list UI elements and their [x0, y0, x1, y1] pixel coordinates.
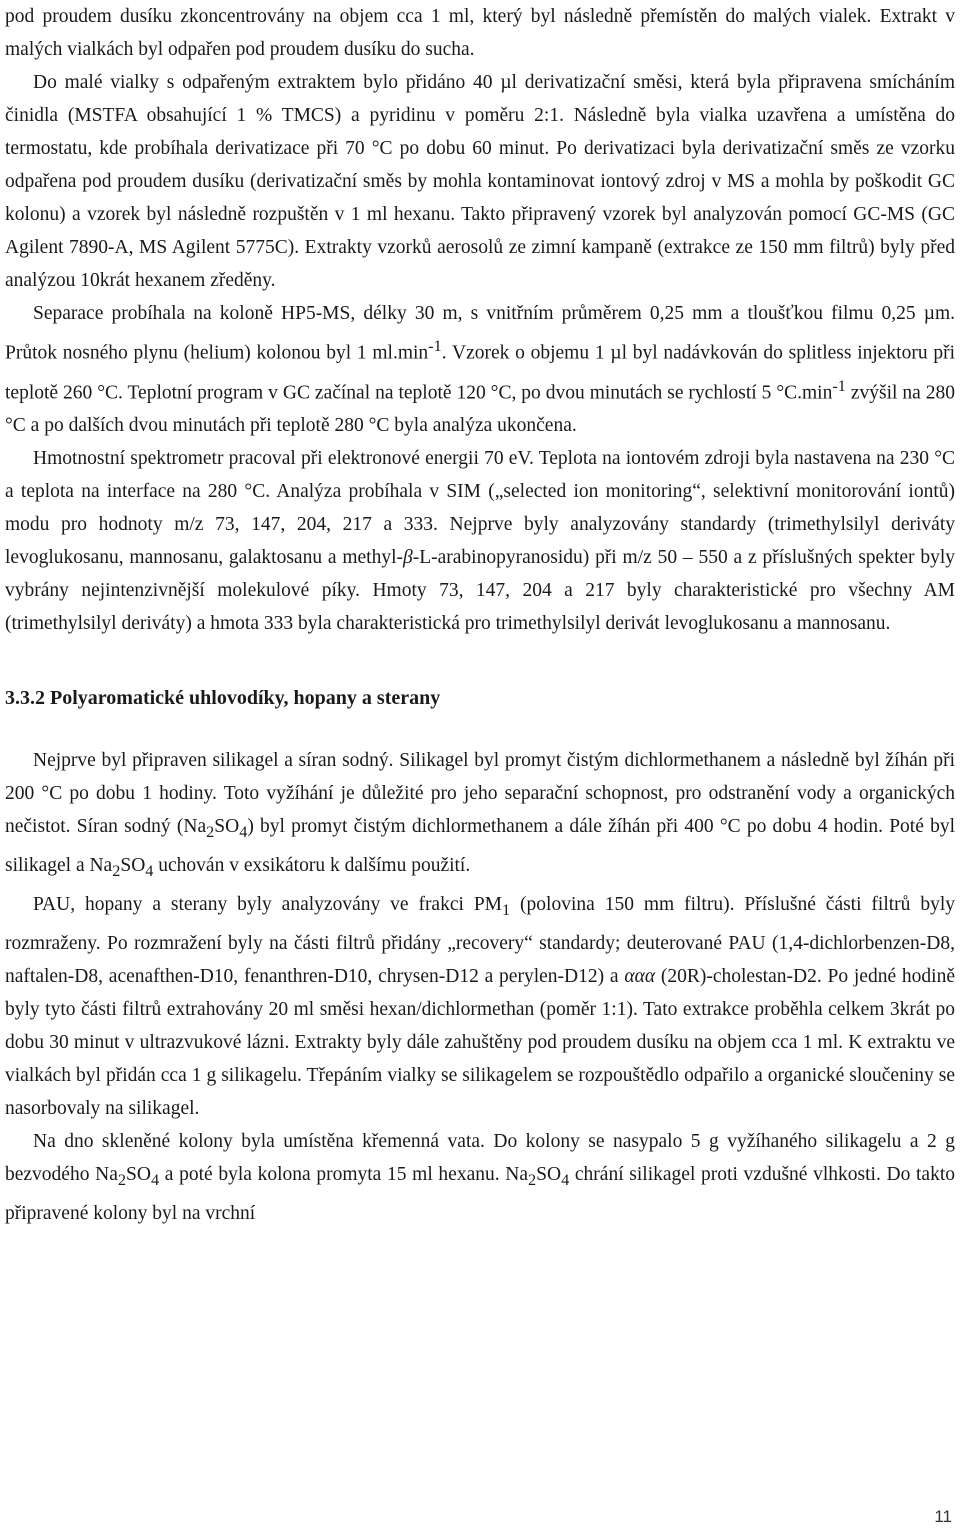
text-run: (20R)-cholestan-D2. Po jedné hodině byly tyto části filtrů extrahovány 20 ml směsi hexan/dichlormethan (poměr 1:1). Tato extrakce proběhla celkem 3krát po dobu 30 minut v ultrazvukové lázni. Extrakty byly dále zahuštěny pod proudem dusíku na objem cca 1 ml. K extraktu ve vialkách byl přidán cca 1 g silikagelu. Třepáním vialky se silikagelem se rozpouštědlo odpařilo a organické sloučeniny se nasorbovaly na silikagel. — [5, 965, 955, 1119]
text-run: (polovina 150 mm filtru). Příslušné části filtrů byly rozmraženy. Po rozmražení byly na části filtrů přidány „recovery“ standardy; deuterované PAU (1,4-dichlorbenzen-D8, naftalen-D8, acenafthen-D10, fenanthren-D10, chrysen-D12 a perylen-D12) a — [5, 893, 955, 987]
text-run: Hmotnostní spektrometr pracoval při elektronové energii 70 eV. Teplota na iontovém zdroji byla nastavena na 230 °C a teplota na interface na 280 °C. Analýza probíhala v SIM („selected ion monitoring“, selektivní monitorování iontů) modu pro hodnoty m/z 73, 147, 204, 217 a 333. Nejprve byly analyzovány standardy (trimethylsilyl deriváty levoglukosanu, mannosanu, galaktosanu a methyl- — [5, 448, 955, 568]
italic-symbol: ααα — [624, 965, 656, 987]
section-heading: 3.3.2 Polyaromatické uhlovodíky, hopany a sterany — [5, 687, 441, 709]
subscript: 4 — [239, 822, 248, 841]
superscript: -1 — [832, 376, 846, 395]
text-run: SO — [120, 854, 146, 876]
subscript: 4 — [561, 1170, 570, 1189]
text-run: SO — [126, 1163, 151, 1185]
text-run: a poté byla kolona promyta 15 ml hexanu. Na — [159, 1163, 529, 1185]
paragraph-silica-preparation — [5, 744, 955, 888]
text-run: chrání silikagel proti vzdušné vlhkosti. Do takto připravené kolony byl na vrchní — [5, 1163, 956, 1224]
text-run: SO — [214, 816, 240, 837]
text-run: ) byl promyt čistým dichlormethanem a dále žíhán při 400 °C po dobu 4 hodin. Poté byl silikagel a Na — [5, 816, 955, 876]
subscript: 2 — [206, 822, 215, 841]
paragraph-separation — [5, 297, 955, 442]
text-run: . Vzorek o objemu 1 µl byl nadávkován do splitless injektoru při teplotě 260 °C. Teplotní program v GC začínal na teplotě 120 °C, po dvou minutách se rychlostí 5 °C.min — [5, 342, 956, 403]
document-page — [5, 0, 955, 1230]
superscript: -1 — [428, 337, 442, 355]
paragraph-column-preparation — [5, 1125, 955, 1230]
text-run: Separace probíhala na koloně HP5-MS, délky 30 m, s vnitřním průměrem 0,25 mm a tloušťkou filmu 0,25 µm. Průtok nosného plynu (helium) kolonou byl 1 ml.min — [5, 303, 955, 364]
text-run: PAU, hopany a sterany byly analyzovány ve frakci PM — [33, 893, 503, 915]
paragraph-derivatization — [5, 66, 955, 297]
text-run: Do malé vialky s odpařeným extraktem bylo přidáno 40 µl derivatizační směsi, která byla připravena smícháním činidla (MSTFA obsahující 1 % TMCS) a pyridinu v poměru 2:1. Následně byla vialka uzavřena a umístěna do termostatu, kde probíhala derivatizace při 70 °C po dobu 60 minut. Po derivatizaci byla derivatizační směs ze vzorku odpařena pod proudem dusíku (derivatizační směs by mohla kontaminovat iontový zdroj v MS a mohla by poškodit GC kolonu) a vzorek byl následně rozpuštěn v 1 ml hexanu. Takto připravený vzorek byl analyzován pomocí GC-MS (GC Agilent 7890-A, MS Agilent 5775C). Extrakty vzorků aerosolů ze zimní kampaně (extrakce ze 150 mm filtrů) byly před analýzou 10krát hexanem zředěny. — [5, 72, 955, 291]
subscript: 4 — [145, 861, 154, 880]
paragraph-mass-spectrometer — [5, 442, 955, 640]
subscript: 2 — [528, 1170, 537, 1189]
subscript: 1 — [502, 900, 511, 919]
text-run: pod proudem dusíku zkoncentrovány na objem cca 1 ml, který byl následně přemístěn do malých vialek. Extrakt v malých vialkách byl odpařen pod proudem dusíku do sucha. — [5, 6, 955, 60]
text-run: Nejprve byl připraven silikagel a síran sodný. Silikagel byl promyt čistým dichlormethanem a následně byl žíhán při 200 °C po dobu 1 hodiny. Toto vyžíhání je důležité pro jeho separační schopnost, pro odstranění vody a organických nečistot. Síran sodný (Na — [5, 750, 955, 837]
text-run: uchován v exsikátoru k dalšímu použití. — [153, 854, 471, 876]
italic-symbol: β — [403, 547, 413, 568]
text-run: -L-arabinopyranosidu) při m/z 50 – 550 a z příslušných spekter byly vybrány nejintenzivnější molekulové píky. Hmoty 73, 147, 204 a 217 byly charakteristické pro všechny AM (trimethylsilyl deriváty) a hmota 333 byla charakteristická pro trimethylsilyl derivát levoglukosanu a mannosanu. — [5, 547, 956, 634]
subscript: 2 — [117, 1170, 127, 1189]
text-run: zvýšil na 280 °C a po dalších dvou minutách při teplotě 280 °C byla analýza ukončena. — [5, 382, 956, 436]
page-number: 11 — [934, 1507, 952, 1526]
text-run: Na dno skleněné kolony byla umístěna křemenná vata. Do kolony se nasypalo 5 g vyžíhaného silikagelu a 2 g bezvodého Na — [5, 1130, 955, 1185]
subscript: 4 — [150, 1170, 160, 1189]
paragraph-continuation — [5, 0, 955, 66]
paragraph-pau-analysis — [5, 888, 955, 1125]
text-run: SO — [536, 1163, 562, 1185]
subscript: 2 — [112, 861, 121, 880]
